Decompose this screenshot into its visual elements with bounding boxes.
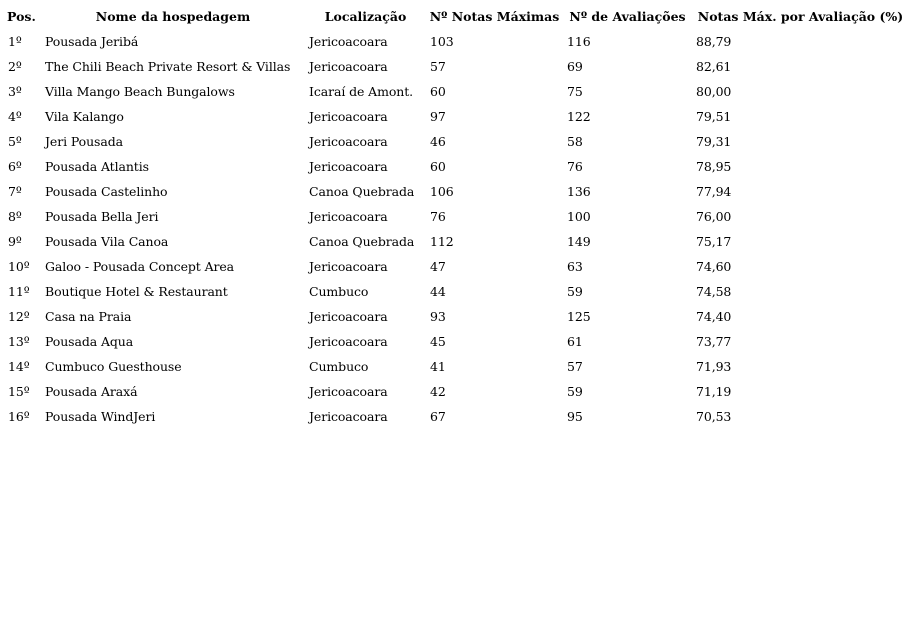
cell-name: Villa Mango Beach Bungalows xyxy=(45,84,235,99)
cell-name: Pousada Vila Canoa xyxy=(45,234,169,249)
cell-name: Pousada Aqua xyxy=(45,334,134,349)
cell-reviews: 61 xyxy=(567,334,583,349)
cell-pos: 12º xyxy=(8,309,30,324)
cell-name: Pousada Araxá xyxy=(45,384,138,399)
cell-max-scores: 41 xyxy=(430,359,446,374)
cell-max-scores: 103 xyxy=(430,34,454,49)
cell-pct: 71,93 xyxy=(696,359,732,374)
cell-max-scores: 60 xyxy=(430,159,446,174)
cell-reviews: 58 xyxy=(567,134,583,149)
cell-reviews: 95 xyxy=(567,409,583,424)
cell-location: Jericoacoara xyxy=(309,409,388,424)
cell-location: Jericoacoara xyxy=(309,159,388,174)
cell-pct: 74,58 xyxy=(696,284,732,299)
cell-name: Cumbuco Guesthouse xyxy=(45,359,182,374)
cell-pct: 77,94 xyxy=(696,184,732,199)
table-row xyxy=(4,279,909,304)
cell-reviews: 136 xyxy=(567,184,591,199)
table-row xyxy=(4,104,909,129)
cell-name: Jeri Pousada xyxy=(45,134,123,149)
cell-max-scores: 47 xyxy=(430,259,446,274)
cell-location: Icaraí de Amont. xyxy=(309,84,414,99)
cell-reviews: 57 xyxy=(567,359,583,374)
cell-pos: 9º xyxy=(8,234,22,249)
table-row xyxy=(4,129,909,154)
cell-pos: 16º xyxy=(8,409,30,424)
cell-pct: 71,19 xyxy=(696,384,732,399)
cell-reviews: 75 xyxy=(567,84,583,99)
cell-pct: 79,51 xyxy=(696,109,732,124)
cell-name: Boutique Hotel & Restaurant xyxy=(45,284,228,299)
cell-reviews: 122 xyxy=(567,109,591,124)
cell-location: Jericoacoara xyxy=(309,134,388,149)
cell-reviews: 149 xyxy=(567,234,591,249)
table-row xyxy=(4,329,909,354)
cell-pct: 75,17 xyxy=(696,234,732,249)
table-row xyxy=(4,354,909,379)
table-row xyxy=(4,179,909,204)
cell-max-scores: 46 xyxy=(430,134,446,149)
cell-location: Jericoacoara xyxy=(309,384,388,399)
cell-location: Jericoacoara xyxy=(309,59,388,74)
cell-max-scores: 57 xyxy=(430,59,446,74)
cell-pos: 3º xyxy=(8,84,22,99)
header-max-scores: Nº Notas Máximas xyxy=(429,9,560,24)
table-body xyxy=(4,29,909,429)
cell-pos: 10º xyxy=(8,259,30,274)
cell-pct: 88,79 xyxy=(696,34,732,49)
table-row xyxy=(4,54,909,79)
cell-max-scores: 93 xyxy=(430,309,446,324)
cell-pct: 78,95 xyxy=(696,159,732,174)
cell-max-scores: 67 xyxy=(430,409,446,424)
cell-pos: 4º xyxy=(8,109,22,124)
cell-max-scores: 44 xyxy=(430,284,446,299)
cell-name: Vila Kalango xyxy=(45,109,124,124)
cell-location: Jericoacoara xyxy=(309,209,388,224)
cell-location: Jericoacoara xyxy=(309,34,388,49)
cell-location: Canoa Quebrada xyxy=(309,184,415,199)
cell-reviews: 59 xyxy=(567,384,583,399)
cell-location: Jericoacoara xyxy=(309,109,388,124)
cell-pos: 6º xyxy=(8,159,22,174)
table-header xyxy=(4,4,909,29)
table-row xyxy=(4,154,909,179)
cell-reviews: 76 xyxy=(567,159,583,174)
ranking-table xyxy=(4,4,909,429)
cell-name: Pousada WindJeri xyxy=(45,409,156,424)
table-row xyxy=(4,304,909,329)
cell-pos: 14º xyxy=(8,359,30,374)
cell-pct: 70,53 xyxy=(696,409,732,424)
cell-name: Pousada Bella Jeri xyxy=(45,209,159,224)
header-name: Nome da hospedagem xyxy=(95,9,251,24)
cell-pct: 74,60 xyxy=(696,259,732,274)
cell-pct: 82,61 xyxy=(696,59,732,74)
cell-name: Casa na Praia xyxy=(45,309,132,324)
cell-location: Canoa Quebrada xyxy=(309,234,415,249)
cell-name: Galoo - Pousada Concept Area xyxy=(45,259,235,274)
table-row xyxy=(4,79,909,104)
cell-name: The Chili Beach Private Resort & Villas xyxy=(45,59,291,74)
cell-name: Pousada Atlantis xyxy=(45,159,149,174)
cell-max-scores: 76 xyxy=(430,209,446,224)
table-row xyxy=(4,254,909,279)
cell-pos: 5º xyxy=(8,134,22,149)
cell-location: Cumbuco xyxy=(309,359,369,374)
cell-pos: 2º xyxy=(8,59,22,74)
cell-pct: 74,40 xyxy=(696,309,732,324)
cell-reviews: 116 xyxy=(567,34,591,49)
cell-max-scores: 112 xyxy=(430,234,454,249)
table-row xyxy=(4,229,909,254)
cell-max-scores: 45 xyxy=(430,334,446,349)
header-row xyxy=(4,4,909,29)
cell-location: Jericoacoara xyxy=(309,309,388,324)
cell-reviews: 125 xyxy=(567,309,591,324)
cell-pos: 8º xyxy=(8,209,22,224)
cell-pos: 15º xyxy=(8,384,30,399)
cell-max-scores: 106 xyxy=(430,184,454,199)
table-row xyxy=(4,29,909,54)
cell-max-scores: 97 xyxy=(430,109,446,124)
cell-pos: 13º xyxy=(8,334,30,349)
cell-pos: 7º xyxy=(8,184,22,199)
cell-pct: 76,00 xyxy=(696,209,732,224)
cell-max-scores: 42 xyxy=(430,384,446,399)
table-row xyxy=(4,204,909,229)
cell-max-scores: 60 xyxy=(430,84,446,99)
cell-location: Jericoacoara xyxy=(309,259,388,274)
header-location: Localização xyxy=(324,9,407,24)
cell-location: Cumbuco xyxy=(309,284,369,299)
header-pct: Notas Máx. por Avaliação (%) xyxy=(697,9,904,24)
cell-pos: 1º xyxy=(8,34,22,49)
cell-location: Jericoacoara xyxy=(309,334,388,349)
cell-reviews: 59 xyxy=(567,284,583,299)
cell-pos: 11º xyxy=(8,284,30,299)
cell-reviews: 63 xyxy=(567,259,583,274)
header-pos: Pos. xyxy=(7,9,36,24)
cell-name: Pousada Jeribá xyxy=(45,34,139,49)
cell-name: Pousada Castelinho xyxy=(45,184,168,199)
cell-pct: 80,00 xyxy=(696,84,732,99)
header-reviews: Nº de Avaliações xyxy=(569,9,686,24)
cell-pct: 79,31 xyxy=(696,134,732,149)
cell-pct: 73,77 xyxy=(696,334,732,349)
cell-reviews: 100 xyxy=(567,209,591,224)
table-row xyxy=(4,404,909,429)
table-row xyxy=(4,379,909,404)
cell-reviews: 69 xyxy=(567,59,583,74)
